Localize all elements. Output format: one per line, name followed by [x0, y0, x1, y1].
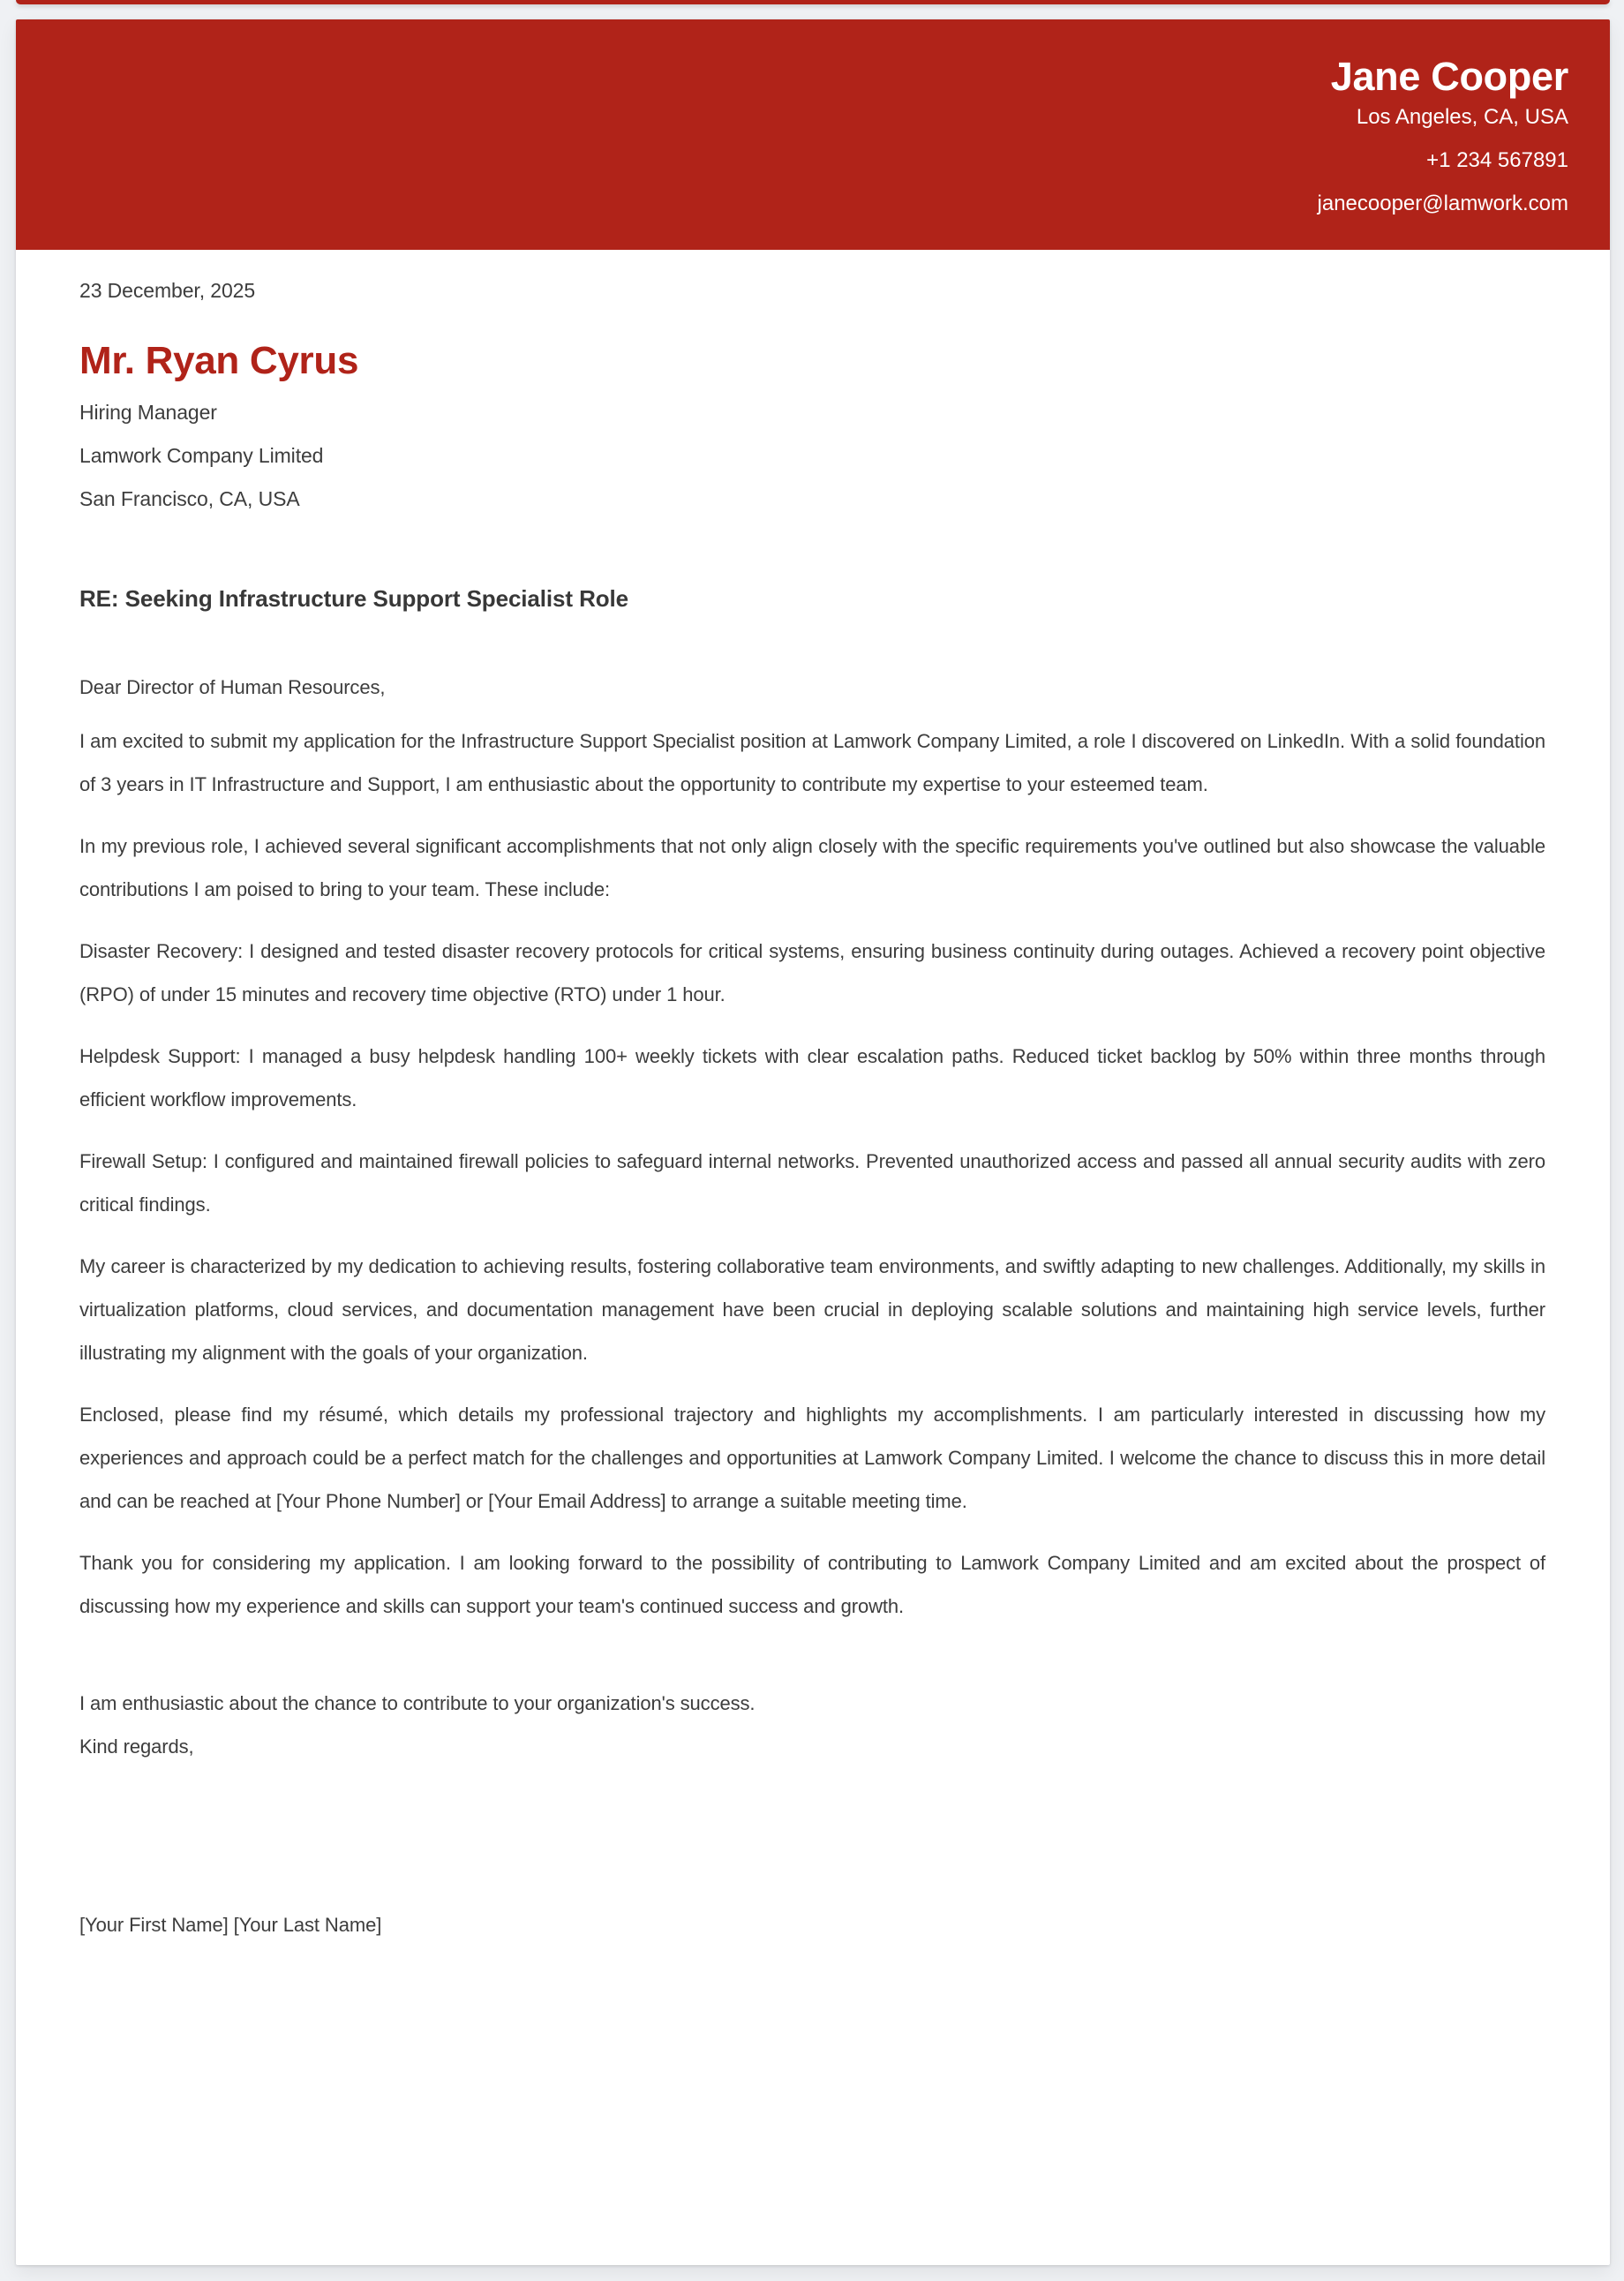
recipient-title: Hiring Manager	[79, 401, 217, 424]
sender-email: janecooper@lamwork.com	[1317, 192, 1568, 215]
closing-line: I am enthusiastic about the chance to contribute to your organization's success.	[79, 1692, 756, 1714]
sender-phone: +1 234 567891	[1426, 148, 1568, 172]
previous-page-edge	[16, 0, 1610, 4]
letter-body	[16, 250, 1610, 1946]
salutation: Dear Director of Human Resources,	[79, 676, 386, 698]
letter-paragraph: Enclosed, please find my résumé, which details my professional trajectory and highlights my accomplishments. I am particularly interested in discussing how my experiences and approach could be a perfect match for the challenges and opportunities at Lamwork Company Limited. I welcome the chance to discuss this in more detail and can be reached at [Your Phone Number] or [Your Email Address] to arrange a suitable meeting time.	[79, 1404, 1545, 1512]
letter-paragraph: In my previous role, I achieved several significant accomplishments that not only align closely with the specific requirements you've outlined but also showcase the valuable contributions I am poised to bring to your team. These include:	[79, 835, 1545, 900]
sender-location: Los Angeles, CA, USA	[1356, 105, 1568, 129]
letter-paragraph: Thank you for considering my application. I am looking forward to the possibility of contributing to Lamwork Company Limited and am excited about the prospect of discussing how my experience and skills can support your team's continued success and growth.	[79, 1552, 1545, 1617]
valediction: Kind regards,	[79, 1735, 194, 1758]
cover-letter-page	[16, 19, 1610, 2265]
letter-paragraphs	[79, 719, 1545, 1628]
recipient-name: Mr. Ryan Cyrus	[79, 339, 359, 382]
letter-paragraph: Firewall Setup: I configured and maintained firewall policies to safeguard internal networks. Prevented unauthorized access and passed all annual security audits with zero critical findings.	[79, 1150, 1545, 1216]
letter-paragraph: I am excited to submit my application for the Infrastructure Support Specialist position at Lamwork Company Limited, a role I discovered on LinkedIn. With a solid foundation of 3 years in IT Infrastructure and Support, I am enthusiastic about the opportunity to contribute my expertise to your esteemed team.	[79, 730, 1545, 795]
recipient-company: Lamwork Company Limited	[79, 444, 324, 467]
letter-paragraph: My career is characterized by my dedication to achieving results, fostering collaborative team environments, and swiftly adapting to new challenges. Additionally, my skills in virtualization platforms, cloud services, and documentation management have been crucial in deploying scalable solutions and maintaining high service levels, further illustrating my alignment with the goals of your organization.	[79, 1255, 1545, 1364]
letter-paragraph: Disaster Recovery: I designed and tested disaster recovery protocols for critical systems, ensuring business continuity during outages. Achieved a recovery point objective (RPO) of under 15 minutes and recovery time objective (RTO) under 1 hour.	[79, 940, 1545, 1005]
letter-date: 23 December, 2025	[79, 279, 256, 302]
letter-header	[16, 19, 1610, 250]
letter-paragraph: Helpdesk Support: I managed a busy helpdesk handling 100+ weekly tickets with clear escalation paths. Reduced ticket backlog by 50% within three months through efficient workflow improvements.	[79, 1045, 1545, 1110]
signature-placeholder: [Your First Name] [Your Last Name]	[79, 1914, 382, 1936]
subject-line: RE: Seeking Infrastructure Support Specialist Role	[79, 585, 629, 612]
sender-name: Jane Cooper	[1330, 54, 1568, 99]
recipient-location: San Francisco, CA, USA	[79, 487, 300, 510]
